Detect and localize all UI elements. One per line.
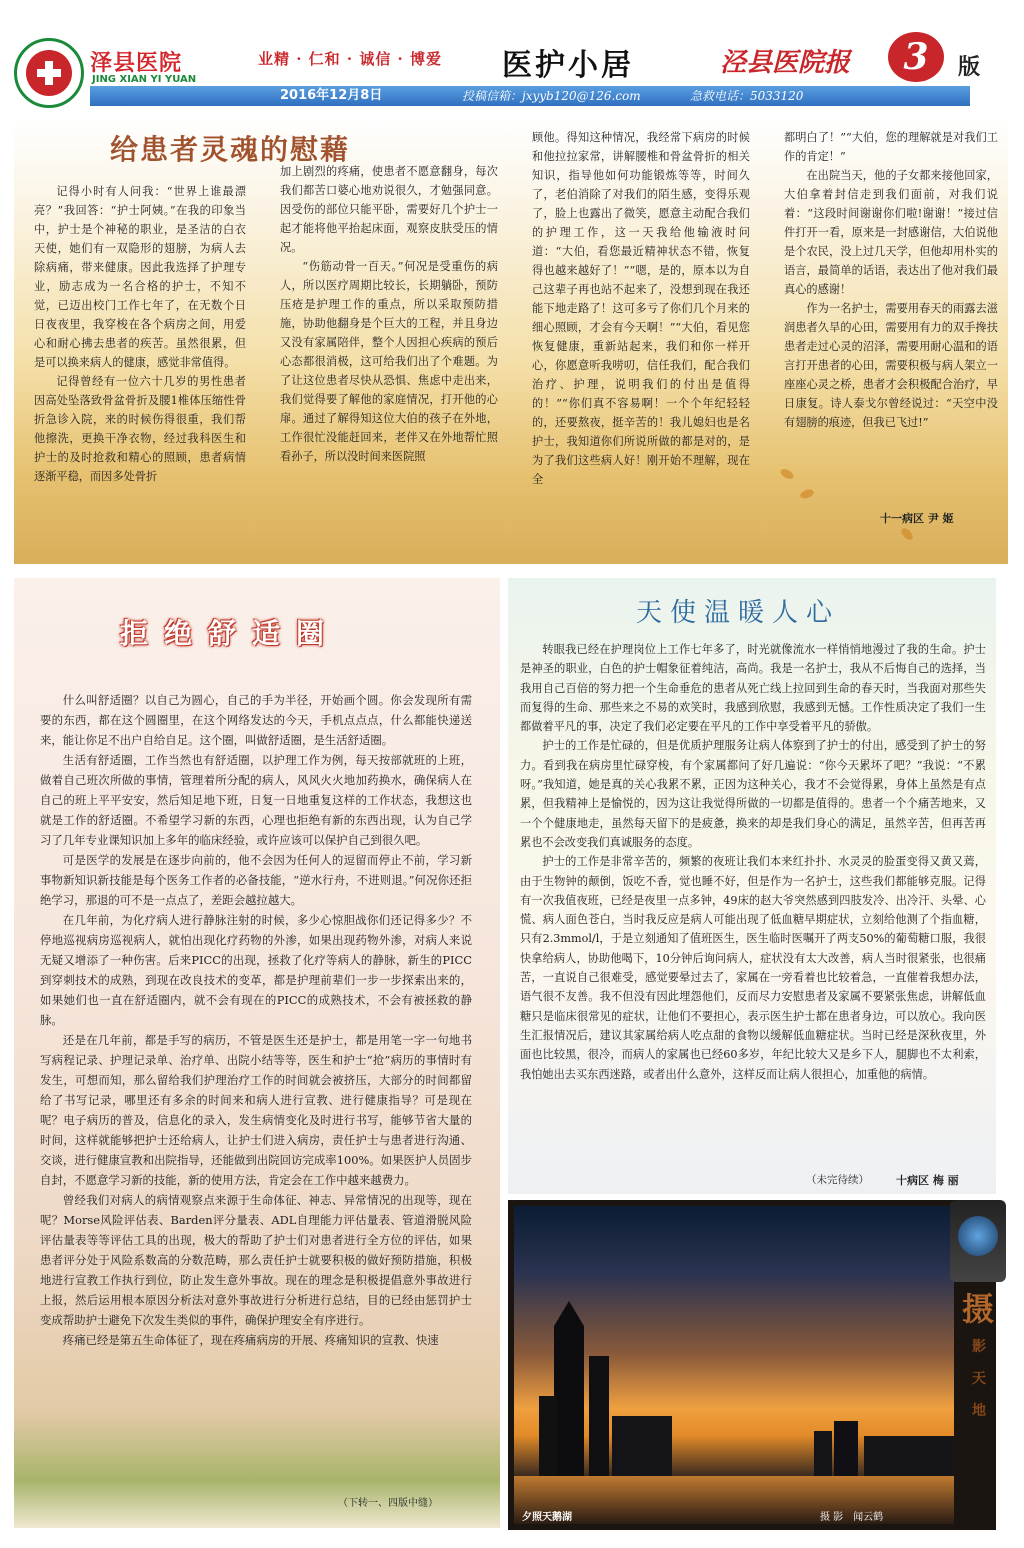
section-title: 医护小居 (502, 48, 634, 83)
page-number: 3 (903, 36, 929, 78)
paragraph: 记得小时有人问我：“世界上谁最漂亮？”我回答：“护士阿姨。”在我的印象当中，护士是个神秘的职业，是圣洁的白衣天使，她们有一双隐形的翅膀，为病人去除病痛，带来健康。因此我选择了护理专业，励志成为一名合格的护士，不知不觉，已迈出校门工作七年了，在无数个日日夜夜里，我穿梭在各个病房之间，用爱心和耐心拂去患者的疾苦。虽然很累，但是可以换来病人的健康，感觉非常值得。 (34, 185, 246, 369)
paragraph: 生活有舒适圈，工作当然也有舒适圈，以护理工作为例，每天按部就班的上班，做着自己班次所做的事情，管理着所分配的病人，风风火火地加药换水，确保病人在自己的班上平平安安，然后知足地下班，日复一日地重复这样的工作状态，我想这也就是工作的舒适圈。不希望学习新的东西，心理也拒绝有新的东西出现，认为自己学习了几年专业课知识加上多年的临床经验，或许应该可以保护自己到很久吧。 (40, 753, 472, 847)
paragraph: 在出院当天，他的子女都来接他回家，大伯拿着封信走到我们面前，对我们说着：“这段时间谢谢你们啦!谢谢！”接过信件打开一看，原来是一封感谢信，大伯说他是个农民，没上过几天学，但他却用朴实的语言，最简单的话语，表达出了他对我们最真心的感谢！ (784, 169, 998, 296)
article-3-title: 天使温暖人心 (636, 598, 841, 628)
paragraph: 护士的工作是非常辛苦的，频繁的夜班让我们本来红扑扑、水灵灵的脸蛋变得又黄又蔫，由于生物钟的颠倒，饭吃不香，觉也睡不好，但是作为一名护士，这些我们都能够克服。记得有一次我值夜班，已经是夜里一点多钟，49床的赵大爷突然感到四肢发冷、出冷汗、头晕、心慌、病人面色苍白，当时我反应是病人可能出现了低血糖早期症状，立刻给他测了个指血糖，只有2.3mmol/l，于是立刻通知了值班医生，医生临时医嘱开了两支50%的葡萄糖口服，我很快拿给病人，协助他喝下，10分钟后询问病人，症状没有太大改善，病人当时很紧张，也很痛苦，一直说自己很难受，感觉要晕过去了，家属在一旁看着也比较着急，一直催着我想办法，语气很不友善。我不但没有因此埋怨他们，反而尽力安慰患者及家属不要紧张焦虑，讲解低血糖只是临床很常见的症状，让他们不要担心，表示医生护士都在患者身边，可以放心。我向医生汇报情况后，建议其家属给病人吃点甜的食物以缓解低血糖症状。当时已经是深秋夜里，外面也比较黑，很冷，而病人的家属也已经60多岁，年纪比较大又是乡下人，腿脚也不太利索，我怕她出去买东西迷路，或者出什么意外，这样反而让病人很担心，加重他的病情。 (520, 855, 986, 1081)
paragraph: 作为一名护士，需要用春天的雨露去滋润患者久旱的心田，需要用有力的双手搀扶患者走过心灵的沼泽，需要用耐心温和的语言打开患者的心田，需要积极与病人架立一座座心灵之桥，患者才会积极配合治疗，早日康复。诗人泰戈尔曾经说过：“天空中没有翅膀的痕迹，但我已飞过!” (784, 302, 998, 429)
camera-lens-icon (958, 1216, 998, 1256)
photo-section-char: 天 (972, 1371, 986, 1387)
article-1-author: 十一病区 尹 姬 (880, 512, 954, 525)
page-unit: 版 (958, 54, 981, 80)
paragraph: 疼痛已经是第五生命体征了，现在疼痛病房的开展、疼痛知识的宣教、快速 (62, 1333, 439, 1347)
paragraph: “伤筋动骨一百天。”何况是受重伤的病人，所以医疗周期比较长，长期躺卧，预防压疮是护理工作的重点，所以采取预防措施，协助他翻身是个巨大的工程，并且身边又没有家属陪伴，整个人因担心疾病的预后心态都很消极，这可给我们出了个难题。为了让这位患者尽快从恐惧、焦虑中走出来，我们觉得要了解他的家庭情况，打开他的心扉。通过了解得知这位大伯的孩子在外地，工作很忙没能赶回来，老伴又在外地帮忙照看孙子，所以没时间来医院照 (280, 260, 498, 463)
article-2-body (40, 690, 472, 1350)
paragraph: 顾他。得知这种情况，我经常下病房的时候和他拉拉家常，讲解腰椎和骨盆骨折的相关知识，指导他如何功能锻炼等等，时间久了，老伯消除了对我们的陌生感，变得乐观了，脸上也露出了微笑，愿意主动配合我们的护理工作，这一天我给他输液时问道：“大伯，看您最近精神状态不错，恢复得也越来越好了！”“嗯，是的，原本以为自己这辈子再也站不起来了，没想到现在我还能下地走路了！这可多亏了你们几个月来的细心照顾，才会有今天啊！”“大伯，看见您恢复健康，重新站起来，我们和你一样开心，你愿意听我唠叨，信任我们，配合我们治疗、护理，说明我们的付出是值得的！”“你们真不容易啊！一个个年纪轻轻的，还要熬夜，挺辛苦的！我儿媳妇也是名护士，我知道你们所说所做的都是对的，是为了我们这些病人好！刚开始不理解，现在全 (532, 131, 750, 486)
issue-date: 2016年12月8日 (280, 88, 383, 103)
article-3-body (520, 640, 986, 1084)
submission-email: 投稿信箱：jxyyb120@126.com (462, 89, 641, 103)
photo-section-char: 地 (972, 1403, 986, 1419)
article-1-column-1 (34, 182, 246, 486)
newspaper-name: 泾县医院报 (720, 48, 851, 78)
paragraph: 什么叫舒适圈？以自己为圆心，自己的手为半径，开始画个圆。你会发现所有需要的东西，都在这个圆圈里，在这个网络发达的今天，手机点点点，什么都能快递送来，能让你足不出户自给自足。这个圈，叫做舒适圈，是生活舒适圈。 (40, 693, 472, 747)
photo-section-label: 摄 (962, 1290, 995, 1328)
photo-section-char: 影 (972, 1339, 986, 1355)
article-1-title: 给患者灵魂的慰藉 (110, 133, 351, 166)
article-2-title: 拒绝舒适圈 (120, 617, 341, 650)
hospital-pinyin: JING XIAN YI YUAN (92, 74, 197, 85)
hospital-motto: 业精 · 仁和 · 诚信 · 博爱 (258, 50, 443, 68)
article-1-column-3 (532, 128, 750, 489)
article-1-column-4 (784, 128, 998, 432)
article-1-column-2 (280, 162, 498, 466)
paragraph: 都明白了！”“大伯，您的理解就是对我们工作的肯定！” (784, 131, 998, 163)
paragraph: 加上剧烈的疼痛，使患者不愿意翻身，每次我们都苦口婆心地劝说很久，才勉强同意。因受伤的部位只能平卧，需要好几个护士一起才能将他平抬起床面，观察皮肤受压的情况。 (280, 165, 498, 254)
paragraph: 转眼我已经在护理岗位上工作七年多了，时光就像流水一样悄悄地漫过了我的生命。护士是神圣的职业，白色的护士帽象征着纯洁，高尚。我是一名护士，我从不后悔自己的选择，当我用自己百倍的努力把一个生命垂危的患者从死亡线上拉回到生命的春天时，当我面对那些失而复得的生命、那些来之不易的欢笑时，我感到欣慰，我感到无憾。工作性质决定了我们一生都做着平凡的事，决定了我们必定要在平凡的工作中享受着平凡的骄傲。 (520, 643, 986, 734)
article-3-status: （未完待续） (806, 1174, 869, 1186)
lake-reflection (514, 1476, 954, 1524)
paragraph: 还是在几年前，都是手写的病历，不管是医生还是护士，都是用笔一字一句地书写病程记录、护理记录单、治疗单、出院小结等等，医生和护士“抢”病历的事情时有发生，可想而知，那么留给我们护理治疗工作的时间就会被挤压，大部分的时间都留给了书写记录，哪里还有多余的时间来和病人进行宣教、进行健康指导？可是现在呢？电子病历的普及，信息化的录入，发生病情变化及时进行书写，能够节省大量的时间，这样就能够把护士还给病人，让护士们进入病房，责任护士与患者进行沟通、交谈，进行健康宣教和出院指导，还能做到出院回访完成率100%。如果医护人员固步自封，不愿意学习新的技能，新的使用方法，肯定会在工作中越来越费力。 (40, 1033, 472, 1187)
logo-cross-icon-vertical (45, 61, 53, 85)
hospital-name: 泽县医院 (90, 51, 183, 76)
photo-caption: 夕照天鹅湖 (522, 1512, 572, 1523)
article-2-continued-note: （下转一、四版中缝） (338, 1498, 438, 1509)
paragraph: 在几年前，为化疗病人进行静脉注射的时候，多少心惊胆战你们还记得多少？不停地巡视病房巡视病人，就怕出现化疗药物的外渗，如果出现药物外渗，对病人来说无疑又增添了一种伤害。后来PICC的出现，拯救了化疗等病人的静脉，新生的PICC到穿刺技术的成熟，到现在改良技术的变革，都是护理前辈们一步一步探索出来的，如果她们也一直在舒适圈内，就不会有现在的PICC的成熟技术，不会有被拯救的静脉。 (40, 913, 472, 1027)
paragraph: 护士的工作是忙碌的，但是优质护理服务让病人体察到了护士的付出，感受到了护士的努力。看到我在病房里忙碌穿梭，有个家属都问了好几遍说：“你今天累坏了吧？”我说：“不累呀。”我知道，她是真的关心我累不累，正因为这种关心，我才不会觉得累，身体上虽然是有点累，但我精神上是愉悦的，因为这让我觉得所做的一切都是值得的。患者一个个痛苦地来，又一个个健康地走，虽然每天留下的是疲惫，换来的却是我们身心的满足，虽然辛苦，但再苦再累也不会改变我们真诚服务的态度。 (520, 739, 986, 849)
paragraph: 记得曾经有一位六十几岁的男性患者因高处坠落致骨盆骨折及腰1椎体压缩性骨折急诊入院，来的时候伤得很重，我们帮他擦洗，更换干净衣物，经过我科医生和护士的及时抢救和精心的照顾，患者病情逐渐平稳，而因多处骨折 (34, 375, 246, 483)
paragraph: 可是医学的发展是在逐步向前的，他不会因为任何人的逗留而停止不前，学习新事物新知识新技能是每个医务工作者的必备技能，“逆水行舟，不进则退。”何况你还拒绝学习，那退的可不是一点点了，差距会越拉越大。 (40, 853, 472, 907)
article-3-author: 十病区 梅 丽 (896, 1174, 959, 1187)
photo-credit: 摄 影 闻云鹤 (820, 1512, 884, 1523)
emergency-phone: 急救电话：5033120 (690, 89, 804, 103)
paragraph: 曾经我们对病人的病情观察点来源于生命体征、神志、异常情况的出现等，现在呢？Morse风险评估表、Barden评分量表、ADL自理能力评估量表、管道滑脱风险评估量表等等评估工具的出现，极大的帮助了护士们对患者进行全方位的评估，如果患者评分处于风险系数高的分数范畴，那么责任护士就要积极的做好预防措施，积极地进行宣教工作执行到位，防止发生意外事故。现在的理念是积极提倡意外事故进行上报，然后运用根本原因分析法对意外事故进行分析进行总结，目的已经由惩罚护士变成帮助护士避免下次发生类似的事件，确保护理安全有序进行。 (40, 1193, 472, 1327)
